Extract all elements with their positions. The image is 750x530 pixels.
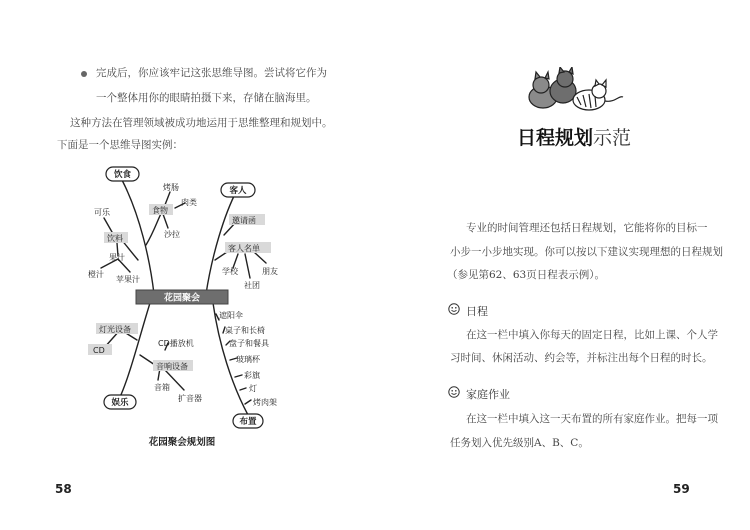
section1-heading: 日程 [466, 305, 488, 318]
section2-line2: 任务划入优先级别A、B、C。 [450, 437, 589, 449]
page-number-left: 58 [55, 482, 72, 496]
juice-item-apple: 苹果汁 [116, 275, 140, 284]
guests-list: 客人名单 [228, 244, 260, 253]
para1-line2: 一个整体用你的眼睛拍摄下来，存储在脑海里。 [96, 92, 317, 104]
smiley-icon [448, 303, 460, 315]
section1-line1: 在这一栏中填入你每天的固定日程，比如上课、个人学 [466, 329, 718, 341]
deco-item-tables: 桌子和长椅 [225, 326, 265, 335]
juice-item-orange: 橙汁 [88, 270, 104, 279]
mindmap-caption: 花园聚会规划图 [148, 437, 216, 448]
smiley-icon [448, 386, 460, 398]
page-number-right: 59 [673, 482, 690, 496]
box-decoration [233, 414, 263, 428]
food-item-sausage: 烤肠 [163, 183, 179, 192]
ent-audio-amp: 扩音器 [178, 394, 202, 403]
deco-item-glasses: 玻璃杯 [236, 355, 260, 364]
guests-invite: 邀请函 [232, 216, 256, 225]
ent-audio-speaker: 音箱 [154, 383, 170, 392]
entertainment-label: 娱乐 [111, 398, 129, 408]
center-box [136, 290, 228, 304]
intro-line1: 专业的时间管理还包括日程规划，它能将你的目标一 [466, 222, 708, 234]
title-thin: 示范 [593, 127, 632, 149]
para1-line1: 完成后，你应该牢记这张思维导图。尝试将它作为 [96, 67, 327, 79]
page-title [517, 123, 631, 150]
section1-line2: 习时间、休闲活动、约会等，并标注出每个日程的时长。 [450, 352, 713, 364]
para2-line2: 下面是一个思维导图实例： [57, 139, 183, 151]
deco-item-umbrella: 遮阳伞 [219, 311, 243, 320]
food-label: 饮食 [113, 170, 132, 180]
cats-illustration [527, 67, 627, 117]
guests-label: 客人 [229, 186, 247, 196]
food-eats-label: 食物 [152, 206, 168, 215]
branch-entertainment [120, 303, 150, 397]
ent-lighting: 灯光设备 [99, 325, 131, 334]
para2-line1: 这种方法在管理领域被成功地运用于思维整理和规划中。 [70, 117, 333, 129]
title-bold: 日程规划 [517, 127, 594, 149]
section2-heading: 家庭作业 [466, 388, 510, 401]
drink-item-juice: 果汁 [109, 253, 125, 262]
ent-cd-player: CD播放机 [158, 339, 194, 348]
drink-item-cola: 可乐 [94, 208, 110, 217]
deco-item-plates: 盘子和餐具 [229, 339, 269, 348]
box-guests [221, 183, 255, 197]
guests-item-friends: 朋友 [262, 267, 278, 276]
guests-item-school: 学校 [222, 267, 238, 276]
intro-line2: 小步一小步地实现。你可以按以下建议实现理想的日程规划 [450, 246, 723, 258]
intro-line3: （参见第62、63页日程表示例）。 [447, 269, 605, 281]
food-item-salad: 沙拉 [164, 230, 180, 239]
food-drinks-label: 饮料 [107, 234, 123, 243]
deco-item-lamp: 灯 [249, 384, 257, 393]
center-label: 花园聚会 [163, 293, 201, 304]
right-page [375, 0, 750, 530]
ent-cd: CD [93, 346, 105, 355]
ent-audio: 音响设备 [156, 362, 188, 371]
box-entertainment [104, 395, 136, 409]
decoration-label: 布置 [239, 417, 257, 427]
food-item-meat: 肉类 [181, 198, 197, 207]
deco-item-flags: 彩旗 [244, 371, 260, 380]
deco-item-grill: 烤肉架 [253, 398, 277, 407]
guests-item-club: 社团 [244, 281, 260, 290]
section2-line1: 在这一栏中填入这一天布置的所有家庭作业。把每一项 [466, 413, 718, 425]
box-food [106, 167, 139, 181]
